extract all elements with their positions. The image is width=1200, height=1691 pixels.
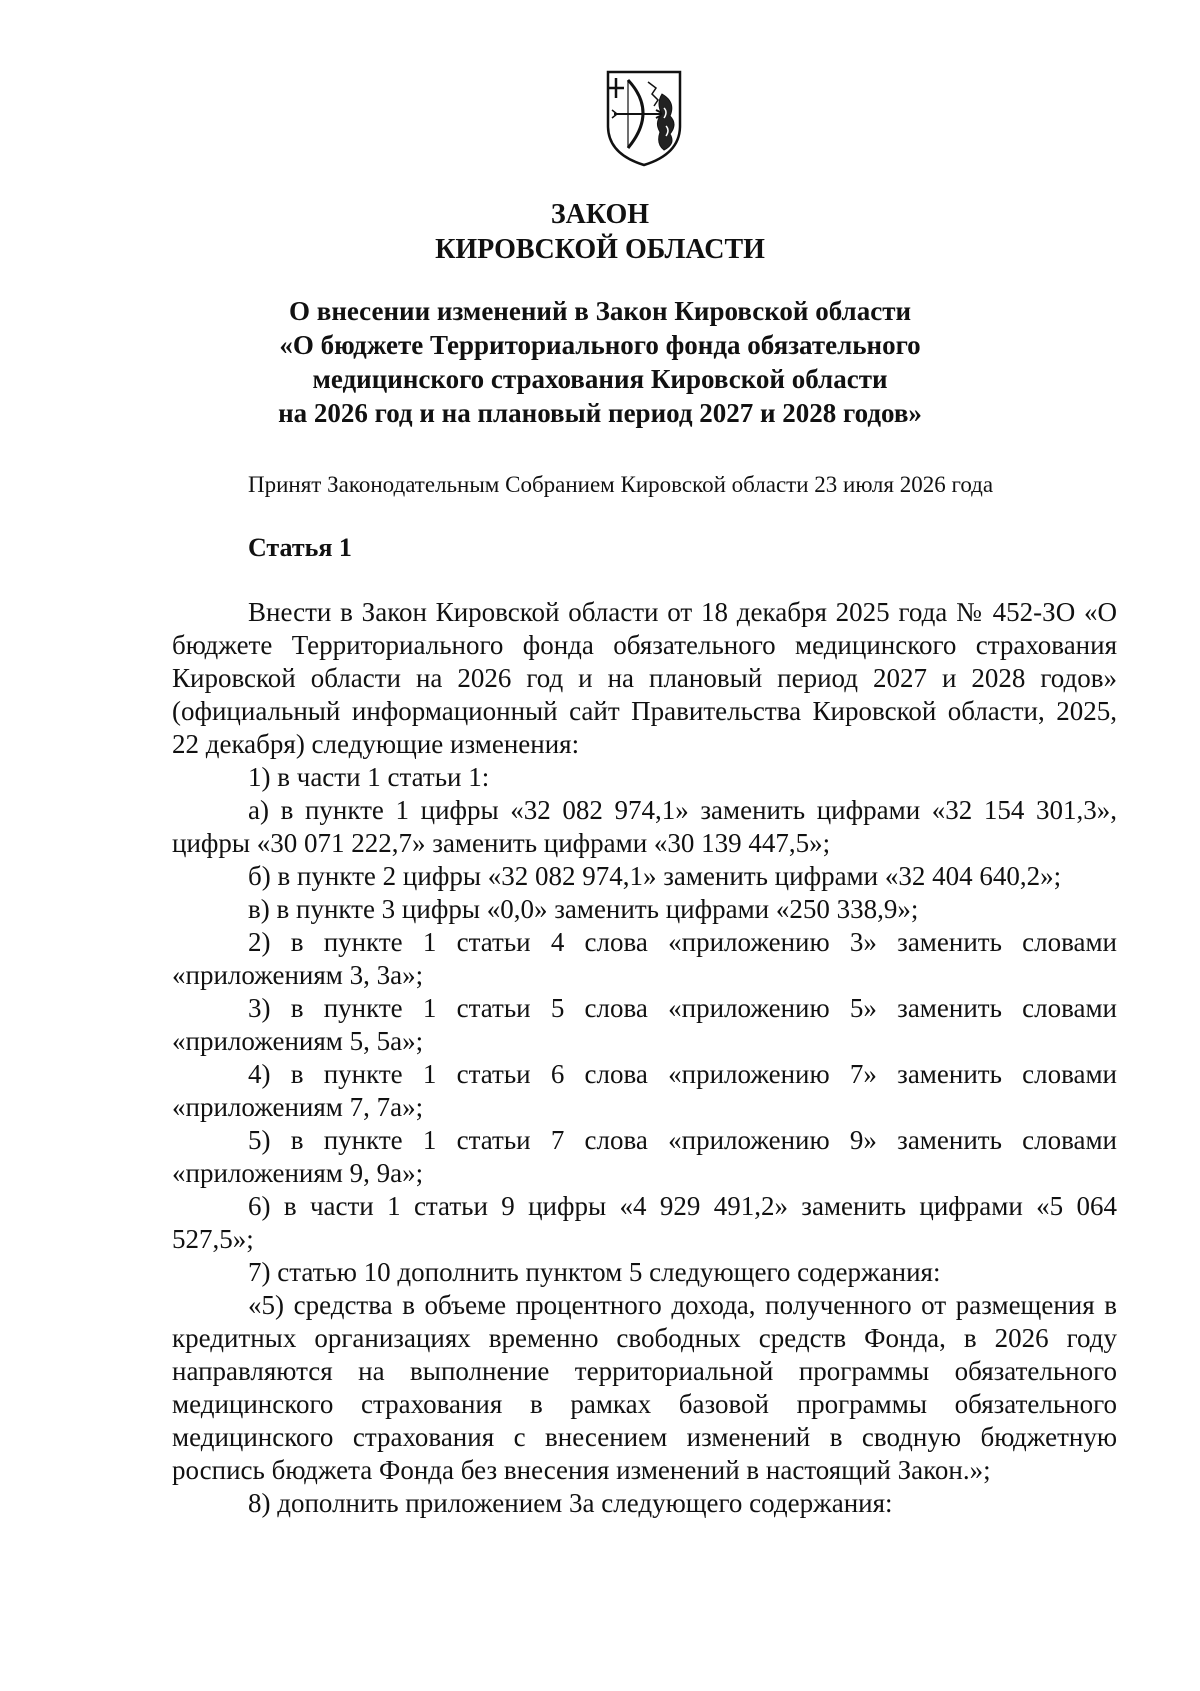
article-paragraph: 4) в пункте 1 статьи 6 слова «приложению 7» заменить словами «приложениям 7, 7а»;: [172, 1059, 1117, 1122]
article-paragraph: б) в пункте 2 цифры «32 082 974,1» заменить цифрами «32 404 640,2»;: [248, 861, 1062, 891]
article-paragraph: 5) в пункте 1 статьи 7 слова «приложению 9» заменить словами «приложениям 9, 9а»;: [172, 1125, 1117, 1188]
document-type-heading: ЗАКОН: [550, 199, 650, 230]
article-paragraph: в) в пункте 3 цифры «0,0» заменить цифрами «250 338,9»;: [248, 894, 919, 924]
article-paragraph: 1) в части 1 статьи 1:: [248, 762, 490, 792]
article-paragraph: «5) средства в объеме процентного дохода, полученного от размещения в кредитных организациях временно свободных средств Фонда, в 2026 году направляются на выполнение территориальной программы обязательного медицинского страхования в рамках базовой программы обязательного медицинского страхования с внесением изменений в сводную бюджетную роспись бюджета Фонда без внесения изменений в настоящий Закон.»;: [172, 1290, 1117, 1485]
law-title-line-3: медицинского страхования Кировской области: [312, 364, 888, 394]
article-heading: Статья 1: [248, 533, 352, 562]
law-title-line-2: «О бюджете Территориального фонда обязательного: [279, 330, 921, 360]
law-title-line-4: на 2026 год и на плановый период 2027 и 2028 годов»: [278, 398, 922, 428]
article-paragraph: 6) в части 1 статьи 9 цифры «4 929 491,2» заменить цифрами «5 064 527,5»;: [172, 1191, 1117, 1254]
article-paragraph: а) в пункте 1 цифры «32 082 974,1» заменить цифрами «32 154 301,3», цифры «30 071 222,7» заменить цифрами «30 139 447,5»;: [172, 795, 1117, 858]
article-paragraph: 2) в пункте 1 статьи 4 слова «приложению 3» заменить словами «приложениям 3, 3а»;: [172, 927, 1117, 990]
coat-of-arms-icon: [604, 68, 684, 168]
article-paragraph: 8) дополнить приложением 3а следующего содержания:: [248, 1488, 893, 1518]
article-paragraph: Внести в Закон Кировской области от 18 декабря 2025 года № 452-ЗО «О бюджете Территориального фонда обязательного медицинского страхования Кировской области на 2026 год и на плановый период 2027 и 2028 годов» (официальный информационный сайт Правительства Кировской области, 2025, 22 декабря) следующие изменения:: [172, 597, 1117, 759]
adoption-note: Принят Законодательным Собранием Кировской области 23 июля 2026 года: [248, 472, 994, 497]
region-heading: КИРОВСКОЙ ОБЛАСТИ: [435, 234, 765, 265]
article-paragraph: 3) в пункте 1 статьи 5 слова «приложению 5» заменить словами «приложениям 5, 5а»;: [172, 993, 1117, 1056]
law-title-line-1: О внесении изменений в Закон Кировской области: [288, 296, 912, 326]
article-paragraph: 7) статью 10 дополнить пунктом 5 следующего содержания:: [248, 1257, 941, 1287]
article-body: [172, 596, 1117, 1520]
